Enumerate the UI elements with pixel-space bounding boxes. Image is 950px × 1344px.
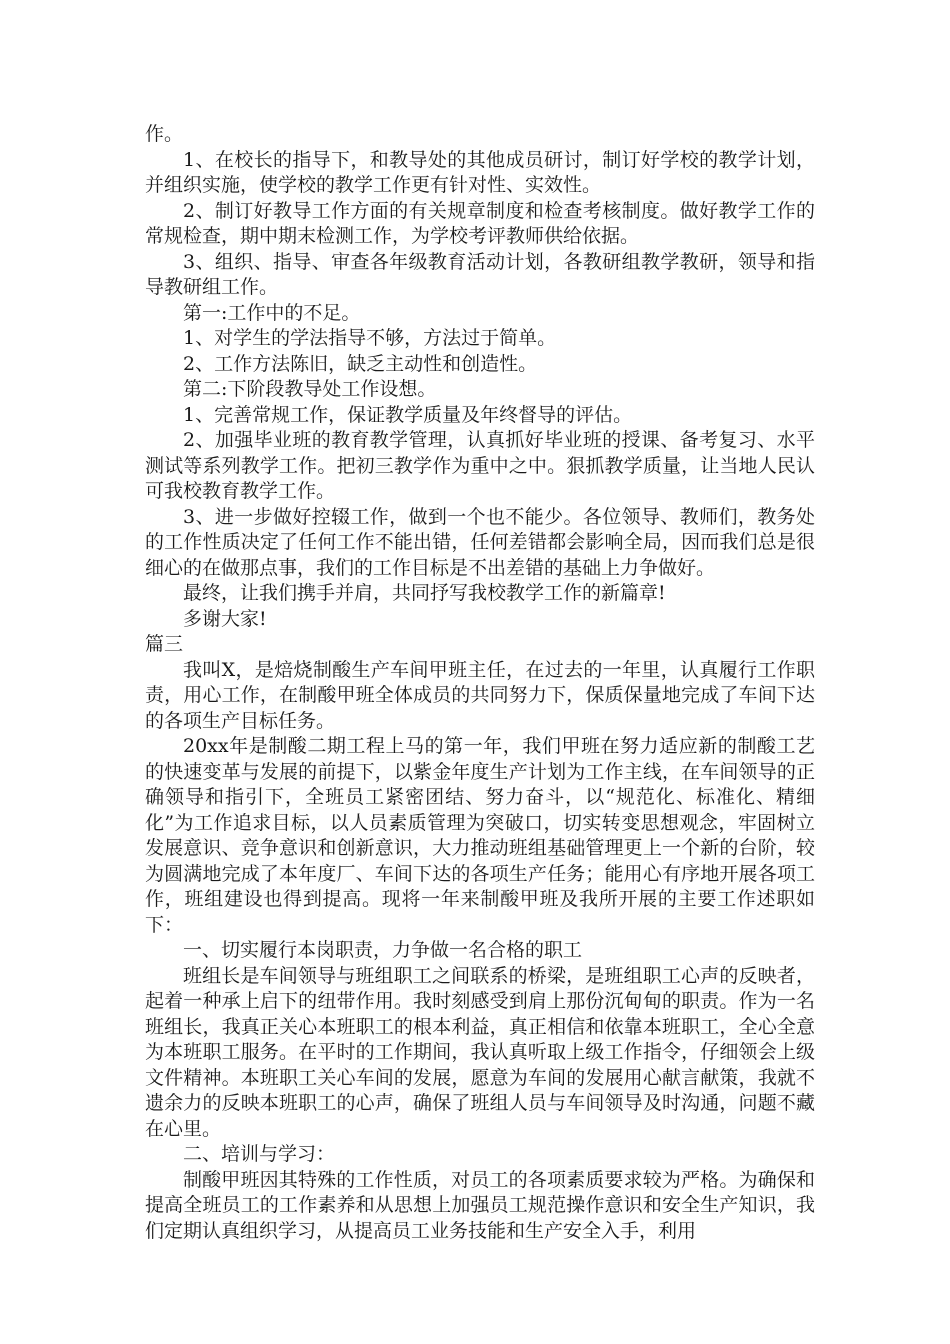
paragraph: 1、在校长的指导下，和教导处的其他成员研讨，制订好学校的教学计划，并组织实施，使学校的教学工作更有针对性、实效性。 (145, 148, 815, 196)
paragraph: 最终，让我们携手并肩，共同抒写我校教学工作的新篇章! (183, 582, 666, 604)
document-body (145, 122, 815, 1244)
paragraph: 20xx年是制酸二期工程上马的第一年，我们甲班在努力适应新的制酸工艺的快速变革与发展的前提下，以紫金年度生产计划为工作主线，在车间领导的正确领导和指引下，全班员工紧密团结、努力奋斗，以“规范化、标准化、精细化”为工作追求目标，以人员素质管理为突破口，切实转变思想观念，牢固树立发展意识、竞争意识和创新意识，大力推动班组基础管理更上一个新的台阶，较为圆满地完成了本年度厂、车间下达的各项生产任务；能用心有序地开展各项工作，班组建设也得到提高。现将一年来制酸甲班及我所开展的主要工作述职如下： (145, 735, 815, 936)
section-heading: 一、切实履行本岗职责，力争做一名合格的职工 (183, 939, 583, 961)
paragraph: 2、制订好教导工作方面的有关规章制度和检查考核制度。做好教学工作的常规检查，期中期末检测工作，为学校考评教师供给依据。 (145, 199, 815, 247)
section-heading: 第一:工作中的不足。 (183, 301, 361, 324)
paragraph: 1、完善常规工作，保证教学质量及年终督导的评估。 (183, 403, 633, 426)
section-heading: 二、培训与学习： (183, 1143, 336, 1165)
paragraph: 1、对学生的学法指导不够，方法过于简单。 (183, 327, 557, 349)
section-heading: 第二:下阶段教导处工作设想。 (183, 378, 437, 400)
paragraph: 多谢大家! (183, 607, 267, 630)
paragraph: 制酸甲班因其特殊的工作性质，对员工的各项素质要求较为严格。为确保和提高全班员工的工作素养和从思想上加强员工规范操作意识和安全生产知识，我们定期认真组织学习，从提高员工业务技能和生产安全入手，利用 (145, 1168, 815, 1242)
paragraph: 作。 (145, 123, 184, 145)
paragraph: 班组长是车间领导与班组职工之间联系的桥梁，是班组职工心声的反映者，起着一种承上启下的纽带作用。我时刻感受到肩上那份沉甸甸的职责。作为一名班组长，我真正关心本班职工的根本利益，真正相信和依靠本班职工，全心全意为本班职工服务。在平时的工作期间，我认真听取上级工作指令，仔细领会上级文件精神。本班职工关心车间的发展，愿意为车间的发展用心献言献策，我就不遗余力的反映本班职工的心声，确保了班组人员与车间领导及时沟通，问题不藏在心里。 (145, 964, 815, 1140)
paragraph: 3、组织、指导、审查各年级教育活动计划，各教研组教学教研，领导和指导教研组工作。 (145, 250, 815, 298)
paragraph: 3、进一步做好控辍工作，做到一个也不能少。各位领导、教师们，教务处的工作性质决定了任何工作不能出错，任何差错都会影响全局，因而我们总是很细心的在做那点事，我们的工作目标是不出差错的基础上力争做好。 (145, 505, 815, 579)
paragraph: 我叫X，是焙烧制酸生产车间甲班主任，在过去的一年里，认真履行工作职责，用心工作，在制酸甲班全体成员的共同努力下，保质保量地完成了车间下达的各项生产目标任务。 (145, 658, 815, 732)
paragraph: 2、加强毕业班的教育教学管理，认真抓好毕业班的授课、备考复习、水平测试等系列教学工作。把初三教学作为重中之中。狠抓教学质量，让当地人民认可我校教育教学工作。 (145, 429, 815, 502)
section-title: 篇三 (145, 633, 184, 655)
paragraph: 2、工作方法陈旧，缺乏主动性和创造性。 (183, 352, 538, 375)
